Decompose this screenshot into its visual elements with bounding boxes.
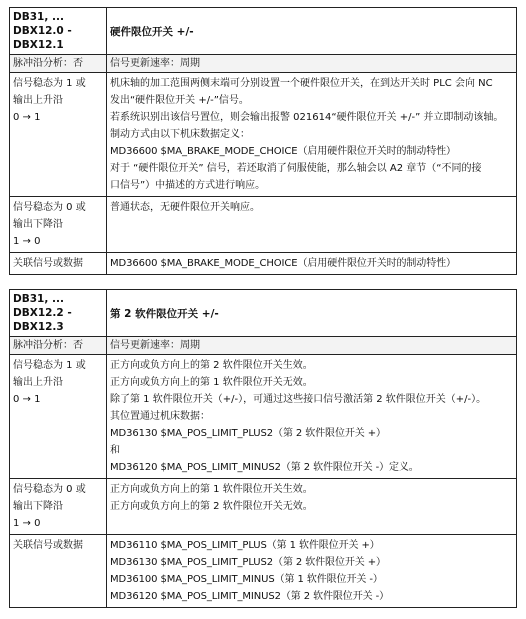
related-description [107,535,517,608]
signal-address [10,8,107,55]
info-row [10,55,517,73]
text-line: 正方向或负方向上的第 2 软件限位开关生效。 [110,360,313,371]
signal-address-line: DBX12.0 - [13,25,72,37]
text-line: 和 [110,445,120,456]
machine-data-line: MD36600 $MA_BRAKE_MODE_CHOICE（启用硬件限位开关时的制动特性） [110,146,456,157]
machine-data-line: MD36130 $MA_POS_LIMIT_PLUS2（第 2 软件限位开关 +） [110,557,386,568]
rising-edge-row [10,73,517,197]
signal-table-hw-limit [9,7,517,275]
label-line: 信号稳态为 0 或 [13,202,86,213]
related-label: 关联信号或数据 [10,253,107,275]
signal-title: 硬件限位开关 +/- [107,8,517,55]
falling-edge-row [10,479,517,535]
related-row [10,535,517,608]
info-row [10,337,517,355]
update-rate: 信号更新速率：周期 [107,55,517,73]
label-line: 1 → 0 [13,518,41,529]
label-line: 信号稳态为 1 或 [13,360,86,371]
machine-data-line: MD36100 $MA_POS_LIMIT_MINUS（第 1 软件限位开关 -） [110,574,383,585]
related-label: 关联信号或数据 [10,535,107,608]
text-line: 对于 “硬件限位开关” 信号，若还取消了伺服使能，那么轴会以 A2 章节（“不同的接 [110,163,482,174]
label-line: 输出下降沿 [13,219,63,230]
signal-table-sw-limit-2 [9,289,517,608]
signal-address-line: DB31, ... [13,293,64,305]
signal-address-line: DBX12.1 [13,39,64,51]
label-line: 信号稳态为 1 或 [13,78,86,89]
signal-address-line: DBX12.3 [13,321,64,333]
edge-evaluation: 脉冲沿分析：否 [10,337,107,355]
rising-edge-description [107,355,517,479]
text-line: 正方向或负方向上的第 1 软件限位开关无效。 [110,377,313,388]
falling-edge-row [10,197,517,253]
edge-evaluation: 脉冲沿分析：否 [10,55,107,73]
label-line: 信号稳态为 0 或 [13,484,86,495]
text-line: 口信号”）中描述的方式进行响应。 [110,180,266,191]
machine-data-line: MD36120 $MA_POS_LIMIT_MINUS2（第 2 软件限位开关 -）定义。 [110,462,419,473]
text-line: 正方向或负方向上的第 2 软件限位开关无效。 [110,501,313,512]
signal-title: 第 2 软件限位开关 +/- [107,290,517,337]
falling-edge-description [107,479,517,535]
rising-edge-label [10,73,107,197]
falling-edge-description [107,197,517,253]
label-line: 输出上升沿 [13,377,63,388]
table-header-row [10,290,517,337]
signal-address-line: DB31, ... [13,11,64,23]
label-line: 输出下降沿 [13,501,63,512]
related-description [107,253,517,275]
text-line: 除了第 1 软件限位开关（+/-），可通过这些接口信号激活第 2 软件限位开关（+/-）。 [110,394,487,405]
rising-edge-row [10,355,517,479]
label-line: 输出上升沿 [13,95,63,106]
machine-data-line: MD36600 $MA_BRAKE_MODE_CHOICE（启用硬件限位开关时的制动特性） [110,258,456,269]
falling-edge-label [10,197,107,253]
table-header-row [10,8,517,55]
machine-data-line: MD36120 $MA_POS_LIMIT_MINUS2（第 2 软件限位开关 -） [110,591,389,602]
label-line: 0 → 1 [13,394,41,405]
machine-data-line: MD36110 $MA_POS_LIMIT_PLUS（第 1 软件限位开关 +） [110,540,380,551]
text-line: 制动方式由以下机床数据定义： [110,129,250,140]
falling-edge-label [10,479,107,535]
update-rate: 信号更新速率：周期 [107,337,517,355]
text-line: 若系统识别出该信号置位，则会输出报警 021614“硬件限位开关 +/-” 并立即制动该轴。 [110,112,504,123]
label-line: 0 → 1 [13,112,41,123]
rising-edge-description [107,73,517,197]
rising-edge-label [10,355,107,479]
text-line: 机床轴的加工范围两侧末端可分别设置一个硬件限位开关，在到达开关时 PLC 会向 NC [110,78,493,89]
text-line: 发出“硬件限位开关 +/-”信号。 [110,95,249,106]
label-line: 1 → 0 [13,236,41,247]
machine-data-line: MD36130 $MA_POS_LIMIT_PLUS2（第 2 软件限位开关 +） [110,428,386,439]
text-line: 正方向或负方向上的第 1 软件限位开关生效。 [110,484,313,495]
text-line: 普通状态，无硬件限位开关响应。 [110,202,260,213]
related-row [10,253,517,275]
signal-address-line: DBX12.2 - [13,307,72,319]
text-line: 其位置通过机床数据： [110,411,210,422]
signal-address [10,290,107,337]
